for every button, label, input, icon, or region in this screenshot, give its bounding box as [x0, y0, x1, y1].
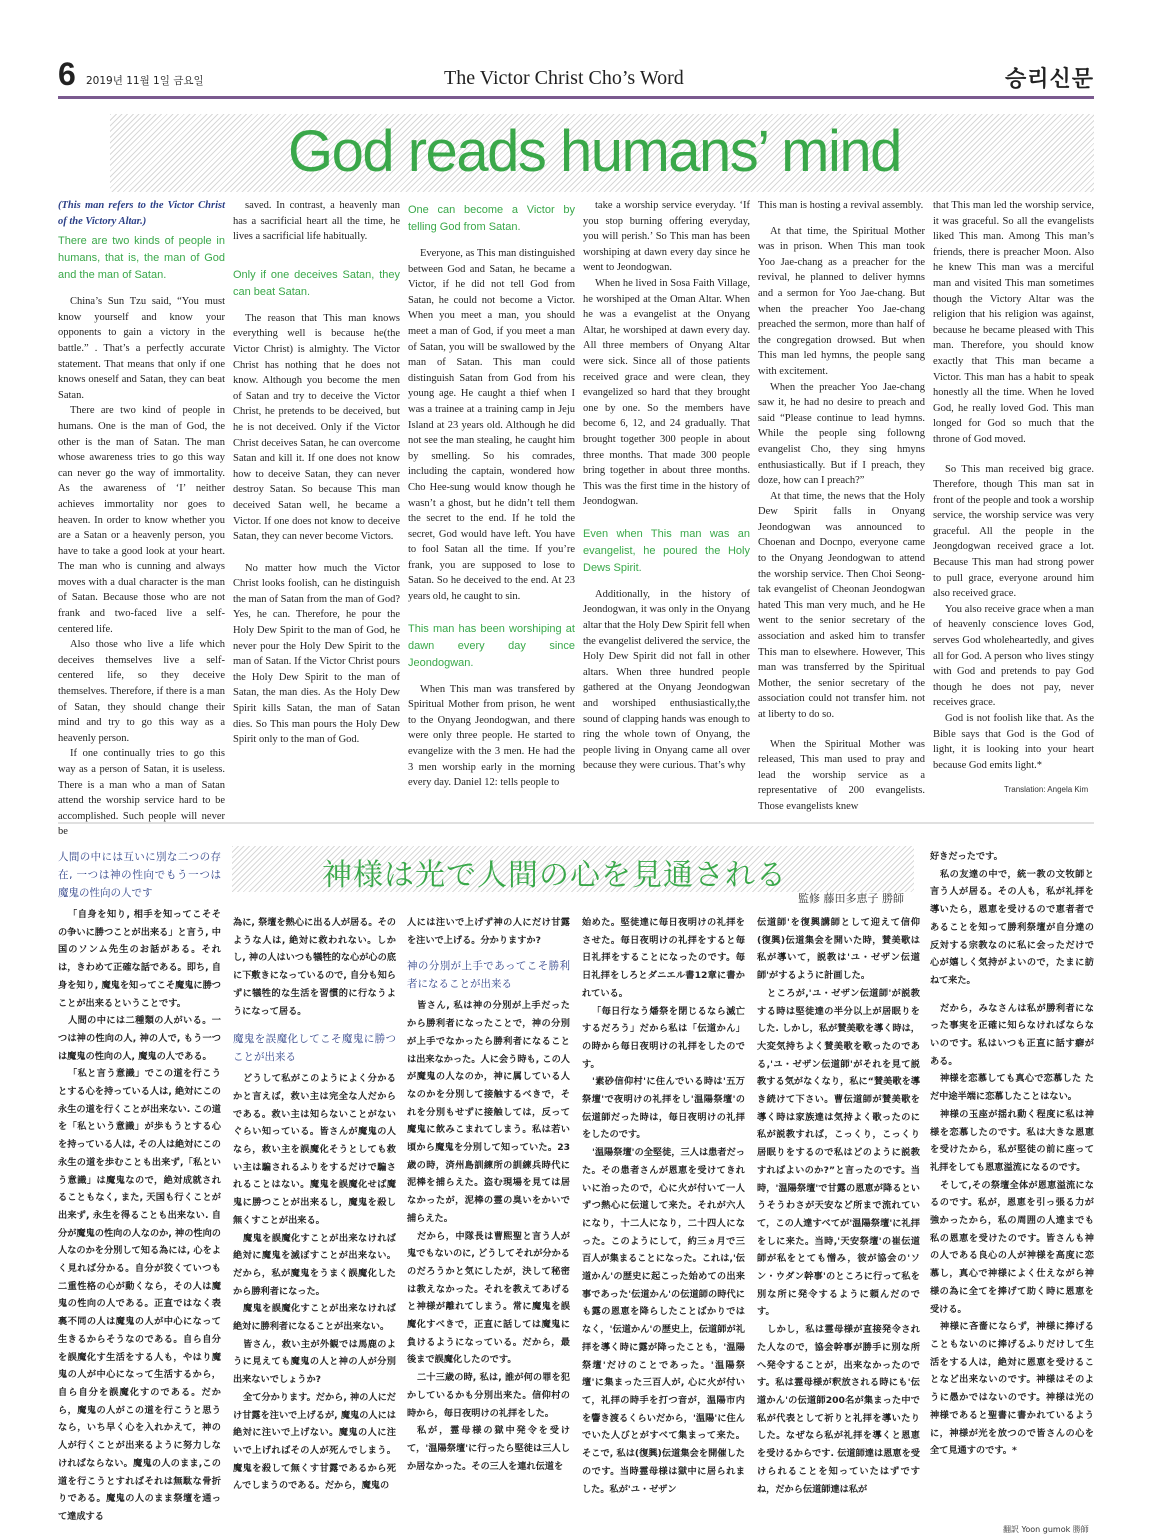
japanese-supervisor: 監修 藤田多恵子 勝師 [798, 892, 904, 905]
paragraph: 伝道師'を復興講師として迎えて信仰(復興)伝道集会を開いた時，賛美歌は私が導いて，説教は'ユ・ゼザン伝道師'がするように計画した。 [757, 917, 920, 982]
paragraph: だから，中隊長は曹熙聖と言う人が鬼でもないのに, どうしてそれが分かるのだろうかと気にしたが，決して秘密は教えなかった。それを教えてあげると神様が離れてしまう。常に魔鬼を誤魔化すべきで，正直に話しては魔鬼に負けるようになっている。だから，最後まで誤魔化したのです。 [407, 1230, 570, 1366]
paragraph: 好きだったです。 [930, 851, 1003, 862]
paragraph: 為に, 祭壇を熱心に出る人が居る。そのような人は, 絶対に救われない。しかし, 神の人はいつも犠牲的な心が心の底に下敷きになっているので, 自分も知らずに犠牲的な生活を習慣的に行なうようになって居る。 [233, 917, 396, 1017]
paragraph: 私の友達の中で，統一教の文牧師と言う人が居る。その人も，私が礼拝を導いたら，恩恵を受けるので恵者者であることを知って勝利祭壇が自分達の反対する宗教なのに私に会っただけで心が嬉しく気持がよいので，たまに訪ねて来た。 [930, 868, 1094, 986]
paragraph: ところが,'ユ・ゼザン伝道師'が説教する時は堅徒達の半分以上が居眠りをした. しかし，私が賛美歌を導く時は，大変気持ちよく賛美歌を歌ったのである,'ユ・ゼザン伝道師'がそれを見て説教する気がなくなり，私に“賛美歌を導き続けて下さい。曹伝道師が賛美歌を導く時は家族達は気持よく歌ったのに私が説教すれば，こっくり，こっくり居眠りをするので私はどのように説教すればよいのか?”と言ったのです。当時，'温陽祭壇'で甘露の恩恵が降るというそうわさが天安など所まで流れていて，この人達すべてが'温陽祭壇'に礼拝をしに来た。当時,'天安祭壇'の崔伝道師が私をとても憎み，彼が協会の'ソン・ウダン幹事'のところに行って私を別な所に発令するように頼んだのです。 [757, 987, 920, 1318]
paragraph: '温陽祭壇'の全堅徒，三人は患者だった。その患者さんが恩恵を受けてきれいに治ったので，心に火が付いて一人ずつ熱心に伝道して来た。それが六人になり，十二人になり，二十四人になった。このようにして，約三ヵ月で三百人が集まることになった。これは,'伝道かん'の歴史に起こった始めての出来事であった'伝道かん'の伝道師の時代にも露の恩恵を降らしたことばかりではなく，'伝道かん'の歴史上，伝道師が礼拝を導く時に露が降ったことも，'温陽祭壇'だけのことであった。'温陽祭壇'に集まった三百人が, 心に火が付いて，礼拝の時手を打つ音が，温陽市内を響き渡るくらいだから，'温陽'に住んでいた人びとがすべて集まって来た。そこで, 私は(復興)伝道集会を開催したのです。当時霊母様は獄中に居られました。私が'ユ・ゼザン [582, 1147, 745, 1495]
paragraph: You also receive grace when a man of heavenly conscience loves God, serves God wholeheartedly, and gives all for God. A person who lives stingy with God and pretends to pay God though he does not pay, never receives grace. [933, 603, 1094, 709]
paragraph: 二十三歳の時, 私は, 誰が何の罪を犯かしているかも分別出来た。信仰村の時から，毎日夜明けの礼拝をした。 [407, 1372, 570, 1419]
paragraph: 皆さん, 私は神の分別が上手だったから勝利者になったことで，神の分別が上手でなかったら勝利者になることは出来なかった。人に会う時も, この人が魔鬼の人なのか，神に属している人なのかを分別して接触するべきで，それを分別もせずに接触しては，反って魔鬼に飲みこまれてしまう。私は若い頃から魔鬼を分別して知っていた。23歳の時，済州島訓練所の訓練兵時代に泥棒を捕らえた。盗む現場を見ては居なかったが，泥棒の霊の臭いをかいで捕らえた。 [407, 1000, 570, 1224]
paragraph: 皆さん，救い主が外観では馬鹿のように見えても魔鬼の人と神の人が分別出来ないでしょうか? [233, 1338, 396, 1386]
paragraph: saved. In contrast, a heavenly man has a sacrificial heart all the time, he lives a sacrificial life habitually. [233, 200, 400, 243]
paragraph: At that time, the Spiritual Mother was in prison. When This man took Yoo Jae-chang as a preacher for the revival, he planned to deliver hymns and a sermon for Yoo Jae-chang. But when the preacher Yoo Jae-chang preached the sermon, more than half of the congregation drowsed. But when This man led hymns, the people sang with excitement. [758, 225, 925, 377]
english-article-title: God reads humans’ mind [288, 119, 901, 184]
japanese-column-2 [233, 914, 396, 1500]
paragraph: どうして私がこのようによく分かるかと言えば，救い主は完全な人だからである。救い主は知らないことがないぐらい知っている。皆さんが魔鬼の人なら，救い主を誤魔化そうとしても救い主は騙されるふりをするだけで騙されることはない。魔鬼を誤魔化せば魔鬼に勝つことが出来るし，魔鬼を殺し無くすことが出来る。 [233, 1073, 396, 1226]
paragraph: that This man led the worship service, it was graceful. So all the evangelists liked This man. Among This man’s friends, there is preacher Moon. Also he knew This man was a merciful man and visited This man sometimes though the Victory Altar was the religion that his religion was against, because he became pleased with This man. Therefore, you should know exactly that This man became a Victor. This man has a habit to speak honestly all the time. When he loved God, he really loved God. This man longed for God so much that the throne of God moved. [933, 200, 1094, 445]
subheading: This man has been worshiping at dawn every day since Jeondogwan. [408, 622, 575, 669]
paragraph: No matter how much the Victor Christ looks foolish, can he distinguish the man of Satan from the man of God? Yes, he can. Therefore, he pour the Holy Dew Spirit to the man of God, he never pour the Holy Dew Spirit to the man of Satan. If the Victor Christ pours the Holy Dew Spirit to the man of Satan, the man dies. As the Holy Dew Spirit kills Satan, the man of Satan dies. So This man pours the Holy Dew Spirit only to the man of God. [233, 562, 400, 746]
paragraph: God is not foolish like that. As the Bible says that God is the God of light, it is looking into your heart because God emits light.* [933, 713, 1094, 771]
japanese-article-title: 神様は光で人間の心を見通される [322, 858, 787, 893]
paragraph: 「私と言う意識」でこの道を行こうとする心を持っている人は, 絶対にこの永生の道を行くことが出来ない. この道を「私という意識」が歩もうとする心を持っている人は, その人は絶対にこの永生の道を歩むことも出来ず,「私という意識」は魔鬼なので，絶対成就されることもなく, また, 天国も行くことが出来ず, 永生を得ることも出来ない. 自分が魔鬼の性向の人なのか, 神の性向の人なのかを分別して知る為には, 心をよく見れば分かる。自分が狡くていつも二重性格の心が動くなら，その人は魔鬼の性向の人である。正直ではなく表裏不同の人は魔鬼の人が中心になって生きるからそうなのである。自ら自分を誤魔化す生活をする人も，やはり魔鬼の人が中心になって生活するから，自ら自分を誤魔化すのである。だから，魔鬼の人がこの道を行こうと思うなら，いち早く心を入れかえて，神の人が行くことが出来るように努力しなければならない。魔鬼の人のまま,この道を行こうとすればそれは無駄な骨折りである。魔鬼の人のまま祭壇を通って達成する [58, 1068, 221, 1522]
english-column-4 [583, 198, 750, 823]
header-rule [58, 96, 1094, 99]
japanese-column-3 [407, 914, 570, 1500]
subheading: One can become a Victor by telling God from Satan. [408, 204, 575, 233]
english-column-2 [233, 198, 400, 823]
paragraph: 神様を恋慕しても真心で恋慕した ただ中途半端に恋慕したことはない。 [930, 1073, 1094, 1103]
paragraph: There are two kind of people in humans. One is the man of God, the other is the man of Satan. The man whose awareness tries to go this way can never go the way of immortality. As the awareness of ‘I’ neither achieves immortality nor goes to heaven. In order to know whether you are a Satan or a heavenly person, you have to take a good look at your heart. The man who is cunning and always moves with a dual character is the man of Satan. Because those who are not frank and two-faced live a self- centered life. [58, 405, 225, 635]
subheading: Only if one deceives Satan, they can beat Satan. [233, 268, 400, 298]
subheading: Even when This man was an evangelist, he poured the Holy Dews Spirit. [583, 527, 750, 574]
subheading: There are two kinds of people in humans, that is, the man of God and the man of Satan. [58, 235, 225, 282]
paragraph: When This man was transfered by Spiritual Mother from prison, he went to the Onyang Jeondogwan, and there were only three people. He started to evangelize with the 3 men. He had the 3 men worship early in the morning every day. Daniel 12: tells people to [408, 683, 575, 789]
paragraph: 「毎日行なう燔祭を閉じるなら滅亡するだろう」だから私は「伝道かん」の時から毎日夜明けの礼拝をしたのです。 [582, 1005, 745, 1070]
paragraph: '素砂信仰村'に住んでいる時は'五万祭壇'で夜明けの礼拝をし'温陽祭壇'の伝道師だった時は，毎日夜明けの礼拝をしたのです。 [582, 1076, 745, 1141]
japanese-column-6 [930, 848, 1094, 1516]
paragraph: take a worship service everyday. ‘If you stop burning offering everyday, you will perish.’ So This man has been worshiping at dawn every day since he went to Jeondogwan. [583, 200, 750, 274]
paragraph: 人には注いで上げず神の人にだけ甘露を注いで上げる。分かりますか? [407, 917, 570, 946]
paragraph: 始めた。堅徒達に毎日夜明けの礼拝をさせた。毎日夜明けの礼拝をすると毎日礼拝をすることになったのです。毎日礼拝をしろとダニエル書12章に書かれている。 [582, 917, 745, 999]
issue-date: 2019년 11월 1일 금요일 [86, 75, 204, 87]
page-header [58, 56, 1094, 98]
paragraph: When he lived in Sosa Faith Village, he worshiped at the Oman Altar. When he was a evangelist at the Onyang Altar, he worshiped at dawn every day. All three members of Onyang Altar were sick. Since all of those patients received grace and were clean, they evangelized so hard that they brought one by one. So the members have become 6, 12, and 24 gradually. That brought together 300 people in about three months. That made 300 people bring together in about three months. This was the first time in the history of Jeondogwan. [583, 277, 750, 508]
paragraph: 魔鬼を誤魔化すことが出来なければ絶対に勝利者になることが出来ない。 [233, 1303, 396, 1333]
section-divider [58, 822, 1094, 824]
paragraph: So This man received big grace. Therefore, though This man sat in front of the people and took a worship service, the worship service was very graceful. All the people in the Jeongdogwan received grace a lot. Because This man had strong power to pull grace, everyone around him also received grace. [933, 463, 1094, 600]
paragraph: Everyone, as This man distinguished between God and Satan, he became a Victor, if he did not tell God from Satan, he could not become a Victor. When you meet a man, you should meet a man of God, if you meet a man of Satan, you will be swallowed by the man of Satan. This man could distinguish Satan from God from his young age. He caught a thief when I was a trainee at a training camp in Jeju Island at 23 years old. Although he did not see the man stealing, he caught him by smelling. So his comrades, including the captain, wondered how Cho Hee-sung would know though he wasn’t a ghost, but he didn’t tell them the secret to the end. If he told the secret, God would have left. You have to fool Satan all the time. If you’re frank, you are supposed to lose to Satan. So he deceived to the end. At 23 years old, he caught to sin. [408, 248, 575, 603]
japanese-column-1 [58, 848, 221, 1522]
paragraph: 全て分かります。だから, 神の人にだけ甘露を注いで上げるが, 魔鬼の人には絶対に注いで上げない。魔鬼の人に注いで上げればその人が死んでしまう。魔鬼を殺して無くす甘露であるから死んでしまうのである。だから，魔鬼の [233, 1391, 396, 1492]
paragraph: 魔鬼を誤魔化すことが出来なければ絶対に魔鬼を滅ぼすことが出来ない。だから，私が魔鬼をうまく誤魔化したから勝利者になった。 [233, 1232, 396, 1297]
paragraph: そして,その祭壇全体が恩恵溢流になるのです。私が，恩恵を引っ張る力が強かったから，私の周囲の人達までも私の恩恵を受けたのです。皆さんも神の人である良心の人が神様を高度に恋慕し，真心で神様によく仕えながら神様の為に全てを捧げて助く時に恩恵を受ける。 [930, 1179, 1094, 1315]
japanese-column-4 [582, 914, 745, 1500]
subheading: 神の分別が上手であってこそ勝利者になることが出来る [407, 960, 570, 991]
page-number: 6 [58, 56, 76, 92]
paragraph: 「自身を知り, 相手を知ってこそその争いに勝つことが出来る」と言う, 中国のソンム先生のお話がある。それは，きわめて正確な話である。即ち, 自身を知り, 魔鬼を知ってこそ魔鬼に勝つことが出来るということです。 [58, 909, 221, 1009]
subheading: 魔鬼を誤魔化してこそ魔鬼に勝つことが出来る [233, 1033, 396, 1064]
paragraph: If one continually tries to go this way as a person of Satan, it is useless. There is a man who a man of Satan attend the worship service hard to be accomplished. Such people will never be [58, 748, 225, 838]
english-translator-credit: Translation: Angela Kim [1004, 785, 1089, 794]
paragraph: When the preacher Yoo Jae-chang saw it, he had no desire to preach and said “Please continue to lead hymns. While the people sing followng evangelist Cho, they sing hmyns enthusiastically. But if I preach, they doze, how can I preach?” [758, 381, 925, 487]
section-title: The Victor Christ Cho’s Word [444, 67, 684, 89]
japanese-column-5 [757, 914, 920, 1500]
paragraph: 私が，霊母様の獄中発令を受けて，'温陽祭壇'に行ったら堅徒は三人しか居なかった。その三人を連れ伝道を [407, 1425, 570, 1472]
paragraph: しかし，私は霊母様が直接発令された人なので，協会幹事が勝手に別な所へ発令することが，出来なかったのです。私は霊母様が釈放される時にも'伝道かん'の伝道師200名が集まった中で私が代表として祈りと礼拝を導いたりした。なぜなら私が礼拝を導くと恩恵を受けるからです. 伝道師達は恩恵を受けられることを知っていたはずですね，だから伝道師達は私が [757, 1324, 920, 1495]
paragraph: At that time, the news that the Holy Dew Spirit falls in Onyang Jeondogwan was announced to Choenan and Docnpo, everyone came to the Onyang Jeondogwan to attend the worship service. Then Choi Seong-tak evangelist of Cheonan Jeondogwan hated This man very much, and he He went to the senior secretary of the association and asked him to transfer This man to elsewhere. However, This man was transferred by the Spiritual Mother, the senior secretary of the association could not transfer him. not at liberty to do so. [758, 490, 925, 720]
paragraph: Also those who live a life which deceives themselves live a self-centered life, so they deceive themselves. Therefore, if there is a man of Satan, they should change their mind and try to go this way as a heavenly person. [58, 639, 225, 744]
paragraph: China’s Sun Tzu said, “You must know yourself and know your opponents to gain a victory in the battle.” . That’s a perfectly accurate statement. That means that only if one knows oneself and Satan, they can beat Satan. [58, 296, 225, 401]
subheading: 人間の中には互いに別な二つの存在, 一つは神の性向でもう一つは魔鬼の性向の人です [58, 851, 221, 899]
japanese-translator-credit: 翻訳 Yoon gumok 勝師 [1003, 1525, 1089, 1534]
english-column-5 [758, 198, 925, 823]
english-column-3 [408, 198, 575, 823]
paragraph: だから，みなさんは私が勝利者になった事実を正確に知らなければならないのです。私はいつも正直に話す癖がある。 [930, 1002, 1094, 1067]
newspaper-brand: 승리신문 [1004, 67, 1094, 92]
paragraph: The reason that This man knows everything well is because he(the Victor Christ) is almighty. The Victor Christ has nothing that he does not know. Although you become the men of Satan and try to deceive the Victor Christ, he pretends to be deceived, but he is not deceived. Only if the Victor Christ deceives Satan, he can overcome Satan and kill it. If one does not know how to deceive Satan, they can never destroy Satan. So because This man deceived Satan well, he became a Victor. If one does not know to deceive Satan, they can never become Victors. [233, 312, 400, 543]
paragraph: This man is hosting a revival assembly. [758, 200, 924, 211]
paragraph: When the Spiritual Mother was released, This man used to pray and lead the worship service as a representative of 200 evangelists. Those evangelists knew [758, 738, 925, 812]
paragraph: 人間の中には二種類の人がいる。一つは神の性向の人, 神の人で, もう一つは魔鬼の性向の人, 魔鬼の人である。 [58, 1015, 221, 1062]
paragraph: Additionally, in the history of Jeondogwan, it was only in the Onyang altar that the Holy Dew Spirit fell when the evangelist delivered the service, the Holy Dew Spirit did not fall in other altars. When three hundred people gathered at the Onyang Jeondogwan and worshiped enthusiastically,the sound of clapping hands was enough to ring the whole town of Onyang, the people living in Onyang came all over because they were curious. That’s why [583, 588, 750, 772]
intro-note: (This man refers to the Victor Christ of the Victory Altar.) [58, 200, 225, 227]
paragraph: 神様の玉座が揺れ動く程度に私は神様を恋慕したのです。私は大きな恩恵を受けたから，私が堅徒の前に座って礼拝をしても恩恵溢流になるのです。 [930, 1108, 1094, 1173]
english-column-1 [58, 198, 225, 838]
english-column-6 [933, 198, 1094, 788]
paragraph: 神様に吝嗇にならず，神様に捧げることもないのに捧げるふりだけして生活をする人は，絶対に恩恵を受けることなど出来ないのです。神様はそのように愚かではないのです。神様は光の神様であると聖書に書かれているように，神様が光を放つので皆さんの心を全て見通すのです。* [930, 1321, 1094, 1457]
